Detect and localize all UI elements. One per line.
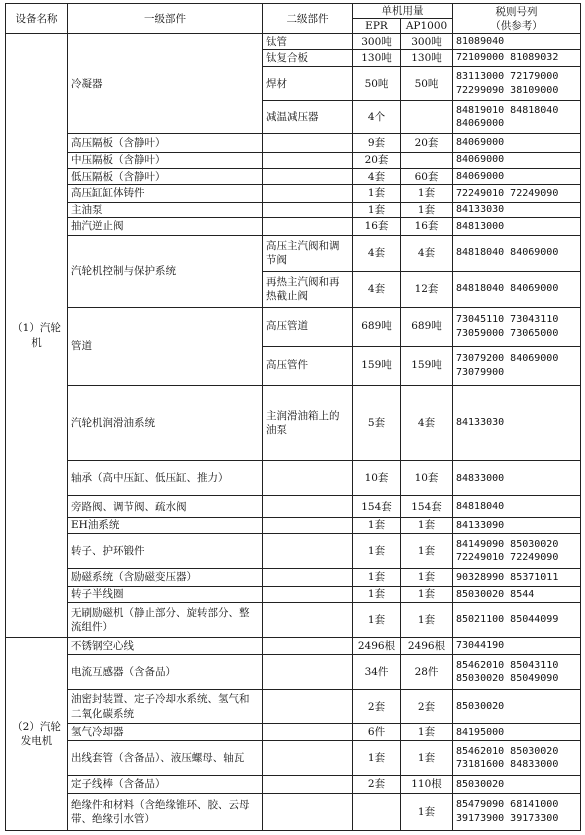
ap1000-quantity: 1套 bbox=[401, 793, 453, 830]
epr-quantity: 4套 bbox=[353, 235, 401, 271]
table-row bbox=[6, 603, 581, 638]
tax-code: 84069000 bbox=[456, 154, 505, 166]
tax-code: 85462010 bbox=[456, 745, 505, 757]
epr-quantity: 1套 bbox=[353, 202, 401, 218]
level2-part: 高压管道 bbox=[263, 307, 353, 346]
tax-codes-cell bbox=[453, 534, 581, 569]
tax-codes-cell bbox=[453, 34, 581, 50]
level2-part bbox=[263, 461, 353, 496]
equipment-parts-table bbox=[5, 3, 581, 831]
level2-part bbox=[263, 517, 353, 533]
tax-codes-cell bbox=[453, 603, 581, 638]
tax-code-line bbox=[456, 571, 577, 585]
ap1000-quantity: 4套 bbox=[401, 235, 453, 271]
level2-part bbox=[263, 724, 353, 741]
tax-code: 85049090 bbox=[510, 673, 559, 685]
ap1000-quantity: 60套 bbox=[401, 168, 453, 184]
epr-quantity: 1套 bbox=[353, 603, 401, 638]
level2-part bbox=[263, 185, 353, 202]
ap1000-quantity: 1套 bbox=[401, 202, 453, 218]
tax-code-line bbox=[456, 812, 577, 826]
tax-code: 84818040 bbox=[456, 500, 505, 512]
tax-code: 83113000 bbox=[456, 71, 505, 83]
ap1000-quantity: 1套 bbox=[401, 724, 453, 741]
level2-part: 高压主汽阀和调节阀 bbox=[263, 235, 353, 271]
tax-code-line bbox=[456, 170, 577, 184]
level1-part: 励磁系统（含励磁变压器） bbox=[68, 569, 263, 586]
ap1000-quantity: 16套 bbox=[401, 218, 453, 235]
epr-quantity: 300吨 bbox=[353, 34, 401, 50]
tax-codes-cell bbox=[453, 385, 581, 461]
level2-part bbox=[263, 168, 353, 184]
tax-code-line bbox=[456, 613, 577, 627]
level1-part: 氢气冷却器 bbox=[68, 724, 263, 741]
tax-codes-cell bbox=[453, 724, 581, 741]
epr-quantity: 5套 bbox=[353, 385, 401, 461]
tax-code: 84069000 bbox=[510, 247, 559, 259]
ap1000-quantity: 1套 bbox=[401, 185, 453, 202]
table-row bbox=[6, 534, 581, 569]
table-row bbox=[6, 569, 581, 586]
ap1000-quantity: 1套 bbox=[401, 517, 453, 533]
ap1000-quantity: 10套 bbox=[401, 461, 453, 496]
level2-part bbox=[263, 741, 353, 776]
tax-codes-cell bbox=[453, 741, 581, 776]
device-group-name: （2）汽轮发电机 bbox=[6, 637, 68, 830]
tax-code: 84133090 bbox=[456, 519, 505, 531]
ap1000-quantity: 110根 bbox=[401, 776, 453, 793]
level1-part: 油密封装置、定子冷却水系统、氢气和二氧化碳系统 bbox=[68, 690, 263, 724]
level1-part: 轴承（高中压缸、低压缸、推力） bbox=[68, 461, 263, 496]
tax-code: 84133030 bbox=[456, 417, 505, 429]
header-device: 设备名称 bbox=[6, 4, 68, 34]
tax-code: 72249010 bbox=[456, 187, 505, 199]
table-row bbox=[6, 185, 581, 202]
ap1000-quantity: 689吨 bbox=[401, 307, 453, 346]
tax-code: 68141000 bbox=[510, 799, 559, 811]
header-tax: 税则号列 （供参考） bbox=[453, 4, 581, 34]
epr-quantity: 130吨 bbox=[353, 49, 401, 66]
table-row bbox=[6, 34, 581, 50]
ap1000-quantity: 1套 bbox=[401, 603, 453, 638]
level2-part bbox=[263, 603, 353, 638]
level1-part: 转子、护环锻件 bbox=[68, 534, 263, 569]
level2-part bbox=[263, 152, 353, 168]
device-group-name: （1）汽轮机 bbox=[6, 34, 68, 638]
tax-code: 90328990 bbox=[456, 571, 505, 583]
tax-code-line bbox=[456, 551, 577, 565]
level2-part bbox=[263, 569, 353, 586]
tax-code: 73079900 bbox=[456, 366, 505, 378]
table-row bbox=[6, 385, 581, 461]
tax-code: 73079200 bbox=[456, 353, 505, 365]
table-row bbox=[6, 134, 581, 152]
tax-code: 85030020 bbox=[510, 538, 559, 550]
level1-part: 中压隔板（含静叶） bbox=[68, 152, 263, 168]
tax-code-line bbox=[456, 538, 577, 552]
level1-part: 定子线棒（含备品） bbox=[68, 776, 263, 793]
ap1000-quantity: 20套 bbox=[401, 134, 453, 152]
tax-codes-cell bbox=[453, 235, 581, 271]
tax-code: 73059000 bbox=[456, 327, 505, 339]
table-row bbox=[6, 168, 581, 184]
tax-code: 72249090 bbox=[510, 552, 559, 564]
level2-part: 钛复合板 bbox=[263, 49, 353, 66]
tax-code: 85044099 bbox=[510, 614, 559, 626]
table-row bbox=[6, 741, 581, 776]
epr-quantity bbox=[353, 793, 401, 830]
epr-quantity: 159吨 bbox=[353, 346, 401, 385]
tax-code-line bbox=[456, 104, 577, 118]
tax-code-line bbox=[456, 472, 577, 486]
ap1000-quantity: 12套 bbox=[401, 271, 453, 307]
tax-code-line bbox=[456, 700, 577, 714]
tax-code-line bbox=[456, 639, 577, 653]
level1-part: 主油泵 bbox=[68, 202, 263, 218]
tax-code-line bbox=[456, 313, 577, 327]
level2-part bbox=[263, 655, 353, 690]
epr-quantity: 6件 bbox=[353, 724, 401, 741]
tax-code: 73065000 bbox=[510, 327, 559, 339]
level2-part: 焊材 bbox=[263, 67, 353, 101]
tax-code: 84069000 bbox=[510, 353, 559, 365]
level2-part: 钛管 bbox=[263, 34, 353, 50]
tax-codes-cell bbox=[453, 586, 581, 602]
header-ap1000: AP1000 bbox=[401, 19, 453, 34]
epr-quantity: 4套 bbox=[353, 168, 401, 184]
table-row bbox=[6, 218, 581, 235]
tax-code: 85462010 bbox=[456, 659, 505, 671]
tax-code-line bbox=[456, 84, 577, 98]
epr-quantity: 1套 bbox=[353, 569, 401, 586]
tax-code-line bbox=[456, 70, 577, 84]
epr-quantity: 2套 bbox=[353, 690, 401, 724]
tax-code-line bbox=[456, 187, 577, 201]
epr-quantity: 9套 bbox=[353, 134, 401, 152]
header-level1: 一级部件 bbox=[68, 4, 263, 34]
tax-codes-cell bbox=[453, 307, 581, 346]
tax-code: 84069000 bbox=[510, 283, 559, 295]
tax-codes-cell bbox=[453, 67, 581, 101]
epr-quantity: 20套 bbox=[353, 152, 401, 168]
tax-code-line bbox=[456, 117, 577, 131]
ap1000-quantity: 159吨 bbox=[401, 346, 453, 385]
level2-part bbox=[263, 690, 353, 724]
tax-code: 84195000 bbox=[456, 726, 505, 738]
epr-quantity: 16套 bbox=[353, 218, 401, 235]
level1-part: 管道 bbox=[68, 307, 263, 385]
tax-codes-cell bbox=[453, 496, 581, 518]
epr-quantity: 2496根 bbox=[353, 637, 401, 654]
tax-codes-cell bbox=[453, 793, 581, 830]
ap1000-quantity: 1套 bbox=[401, 569, 453, 586]
epr-quantity: 2套 bbox=[353, 776, 401, 793]
table-row bbox=[6, 202, 581, 218]
tax-code: 39173300 bbox=[510, 812, 559, 824]
level2-part bbox=[263, 534, 353, 569]
tax-codes-cell bbox=[453, 218, 581, 235]
tax-code: 85030020 bbox=[510, 745, 559, 757]
tax-codes-cell bbox=[453, 569, 581, 586]
level1-part: 旁路阀、调节阀、疏水阀 bbox=[68, 496, 263, 518]
level2-part: 再热主汽阀和再热截止阀 bbox=[263, 271, 353, 307]
epr-quantity: 1套 bbox=[353, 517, 401, 533]
tax-codes-cell bbox=[453, 461, 581, 496]
level1-part: 汽轮机控制与保护系统 bbox=[68, 235, 263, 307]
level2-part: 减温减压器 bbox=[263, 101, 353, 134]
table-row bbox=[6, 586, 581, 602]
level1-part: 汽轮机润滑油系统 bbox=[68, 385, 263, 461]
tax-code: 85030020 bbox=[456, 700, 505, 712]
tax-codes-cell bbox=[453, 776, 581, 793]
epr-quantity: 154套 bbox=[353, 496, 401, 518]
table-row bbox=[6, 496, 581, 518]
level1-part: 转子半线圈 bbox=[68, 586, 263, 602]
table-row bbox=[6, 776, 581, 793]
tax-code: 84133030 bbox=[456, 204, 505, 216]
tax-code: 81089032 bbox=[510, 52, 559, 64]
ap1000-quantity: 2496根 bbox=[401, 637, 453, 654]
tax-code-line bbox=[456, 726, 577, 740]
header-level2: 二级部件 bbox=[263, 4, 353, 34]
level2-part bbox=[263, 637, 353, 654]
tax-code-line bbox=[456, 352, 577, 366]
tax-code: 84069000 bbox=[456, 137, 505, 149]
header-epr: EPR bbox=[353, 19, 401, 34]
ap1000-quantity: 1套 bbox=[401, 741, 453, 776]
ap1000-quantity bbox=[401, 101, 453, 134]
tax-code: 84818040 bbox=[456, 247, 505, 259]
tax-code-line bbox=[456, 416, 577, 430]
table-body bbox=[6, 34, 581, 831]
epr-quantity: 1套 bbox=[353, 741, 401, 776]
ap1000-quantity: 1套 bbox=[401, 534, 453, 569]
tax-code-line bbox=[456, 588, 577, 602]
tax-code: 73181600 bbox=[456, 759, 505, 771]
epr-quantity: 10套 bbox=[353, 461, 401, 496]
level1-part: 绝缘件和材料（含绝缘锥环、胶、云母带、绝缘引水管） bbox=[68, 793, 263, 830]
tax-code: 72299090 bbox=[456, 84, 505, 96]
tax-codes-cell bbox=[453, 637, 581, 654]
epr-quantity: 34件 bbox=[353, 655, 401, 690]
tax-codes-cell bbox=[453, 202, 581, 218]
tax-code: 73045110 bbox=[456, 314, 505, 326]
tax-code-line bbox=[456, 366, 577, 380]
table-row bbox=[6, 793, 581, 830]
tax-codes-cell bbox=[453, 271, 581, 307]
header-row-1 bbox=[6, 4, 581, 19]
tax-code: 84819010 bbox=[456, 104, 505, 116]
tax-code-line bbox=[456, 246, 577, 260]
level1-part: 高压隔板（含静叶） bbox=[68, 134, 263, 152]
table-row bbox=[6, 307, 581, 346]
tax-code-line bbox=[456, 500, 577, 514]
tax-code-line bbox=[456, 758, 577, 772]
tax-code: 84833000 bbox=[510, 759, 559, 771]
table-row bbox=[6, 637, 581, 654]
tax-code: 84833000 bbox=[456, 472, 505, 484]
level2-part: 高压管件 bbox=[263, 346, 353, 385]
tax-codes-cell bbox=[453, 517, 581, 533]
tax-code: 84813000 bbox=[456, 220, 505, 232]
tax-code-line bbox=[456, 659, 577, 673]
level2-part bbox=[263, 776, 353, 793]
ap1000-quantity: 130吨 bbox=[401, 49, 453, 66]
epr-quantity: 1套 bbox=[353, 185, 401, 202]
epr-quantity: 689吨 bbox=[353, 307, 401, 346]
table-row bbox=[6, 235, 581, 271]
tax-code-line bbox=[456, 153, 577, 167]
level1-part: 电流互感器（含备品） bbox=[68, 655, 263, 690]
tax-code: 84818040 bbox=[456, 283, 505, 295]
ap1000-quantity: 154套 bbox=[401, 496, 453, 518]
tax-code: 73043110 bbox=[510, 314, 559, 326]
level2-part bbox=[263, 218, 353, 235]
epr-quantity: 4个 bbox=[353, 101, 401, 134]
tax-code: 84818040 bbox=[510, 104, 559, 116]
epr-quantity: 4套 bbox=[353, 271, 401, 307]
tax-code: 84069000 bbox=[456, 170, 505, 182]
tax-code: 85030020 bbox=[456, 778, 505, 790]
epr-quantity: 1套 bbox=[353, 534, 401, 569]
ap1000-quantity: 50吨 bbox=[401, 67, 453, 101]
ap1000-quantity: 4套 bbox=[401, 385, 453, 461]
tax-code: 85479090 bbox=[456, 799, 505, 811]
tax-codes-cell bbox=[453, 185, 581, 202]
level1-part: 无刷励磁机（静止部分、旋转部分、整流组件） bbox=[68, 603, 263, 638]
tax-code: 84069000 bbox=[456, 118, 505, 130]
level1-part: 出线套管（含备品）、液压螺母、轴瓦 bbox=[68, 741, 263, 776]
ap1000-quantity: 1套 bbox=[401, 586, 453, 602]
tax-code-line bbox=[456, 745, 577, 759]
tax-code-line bbox=[456, 203, 577, 217]
tax-codes-cell bbox=[453, 168, 581, 184]
level2-part: 主润滑油箱上的油泵 bbox=[263, 385, 353, 461]
table-row bbox=[6, 152, 581, 168]
tax-code-line bbox=[456, 327, 577, 341]
ap1000-quantity: 300吨 bbox=[401, 34, 453, 50]
ap1000-quantity: 2套 bbox=[401, 690, 453, 724]
header-usage: 单机用量 bbox=[353, 4, 453, 19]
table-row bbox=[6, 461, 581, 496]
level1-part: 抽汽逆止阀 bbox=[68, 218, 263, 235]
table-row bbox=[6, 517, 581, 533]
tax-code-line bbox=[456, 282, 577, 296]
table-row bbox=[6, 724, 581, 741]
tax-code: 85043110 bbox=[510, 659, 559, 671]
tax-code: 84149090 bbox=[456, 538, 505, 550]
tax-codes-cell bbox=[453, 134, 581, 152]
tax-code: 81089040 bbox=[456, 35, 505, 47]
tax-code: 85030020 bbox=[456, 673, 505, 685]
tax-code-line bbox=[456, 35, 577, 49]
tax-code-line bbox=[456, 672, 577, 686]
tax-code: 85021100 bbox=[456, 614, 505, 626]
tax-codes-cell bbox=[453, 346, 581, 385]
level2-part bbox=[263, 134, 353, 152]
level1-part: 冷凝器 bbox=[68, 34, 263, 134]
tax-code-line bbox=[456, 51, 577, 65]
tax-codes-cell bbox=[453, 49, 581, 66]
tax-codes-cell bbox=[453, 101, 581, 134]
level1-part: 高压缸缸体铸件 bbox=[68, 185, 263, 202]
level2-part bbox=[263, 793, 353, 830]
tax-code-line bbox=[456, 519, 577, 533]
ap1000-quantity bbox=[401, 152, 453, 168]
tax-code: 72249090 bbox=[510, 187, 559, 199]
level2-part bbox=[263, 496, 353, 518]
tax-code-line bbox=[456, 220, 577, 234]
level1-part: 低压隔板（含静叶） bbox=[68, 168, 263, 184]
epr-quantity: 50吨 bbox=[353, 67, 401, 101]
tax-code: 39173900 bbox=[456, 812, 505, 824]
tax-code-line bbox=[456, 136, 577, 150]
tax-code: 85371011 bbox=[510, 571, 559, 583]
level2-part bbox=[263, 202, 353, 218]
tax-code-line bbox=[456, 798, 577, 812]
tax-code: 73044190 bbox=[456, 640, 505, 652]
tax-code: 8544 bbox=[510, 588, 535, 600]
ap1000-quantity: 28件 bbox=[401, 655, 453, 690]
tax-code: 72179000 bbox=[510, 71, 559, 83]
tax-codes-cell bbox=[453, 152, 581, 168]
tax-code: 72249010 bbox=[456, 552, 505, 564]
tax-code: 38109000 bbox=[510, 84, 559, 96]
level2-part bbox=[263, 586, 353, 602]
tax-code: 72109000 bbox=[456, 52, 505, 64]
tax-code-line bbox=[456, 778, 577, 792]
epr-quantity: 1套 bbox=[353, 586, 401, 602]
tax-code: 85030020 bbox=[456, 588, 505, 600]
table-row bbox=[6, 690, 581, 724]
tax-codes-cell bbox=[453, 690, 581, 724]
level1-part: EH油系统 bbox=[68, 517, 263, 533]
table-row bbox=[6, 655, 581, 690]
level1-part: 不锈钢空心线 bbox=[68, 637, 263, 654]
tax-codes-cell bbox=[453, 655, 581, 690]
